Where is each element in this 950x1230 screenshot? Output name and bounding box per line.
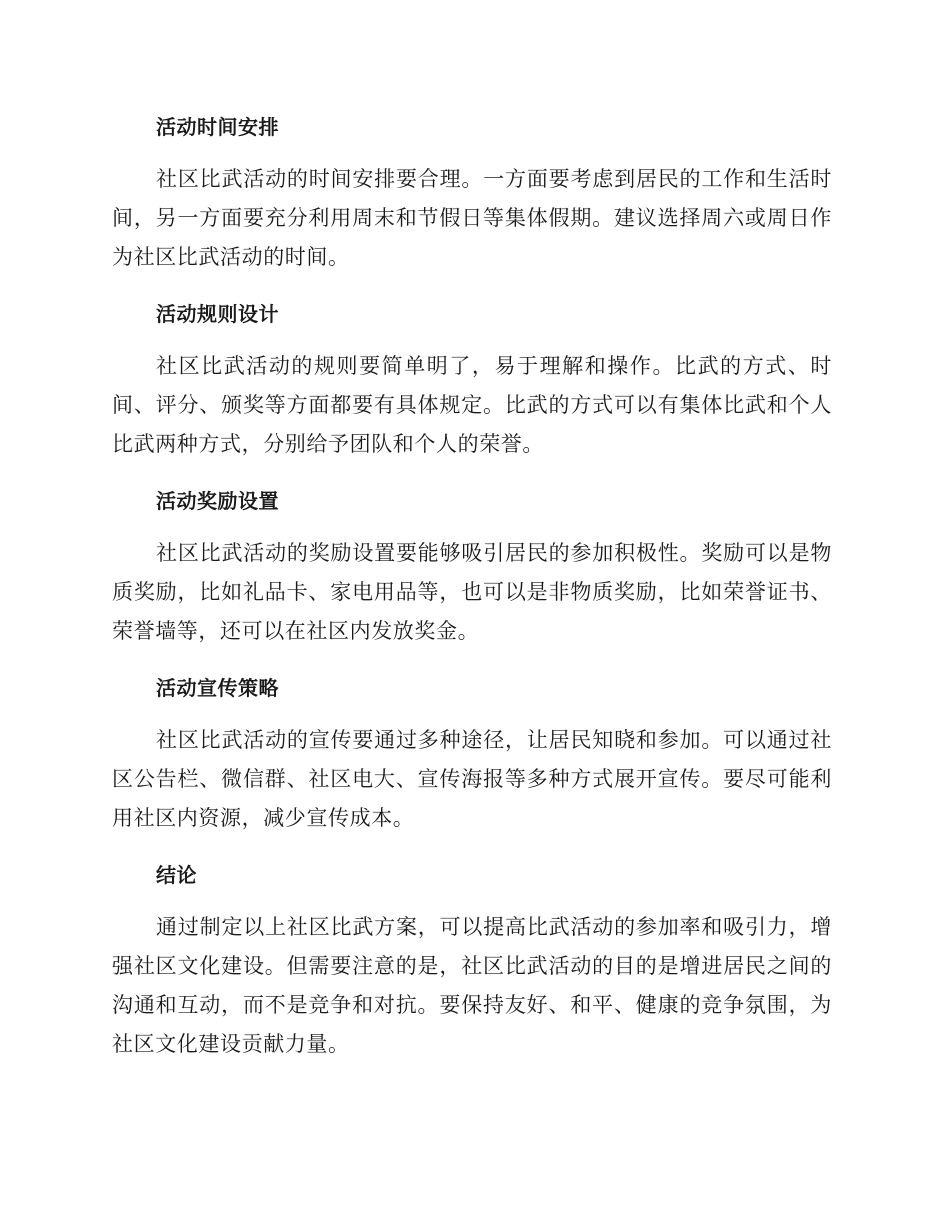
section-heading: 活动时间安排 [156, 115, 279, 139]
section-heading: 活动宣传策略 [156, 676, 279, 700]
section-heading: 活动奖励设置 [156, 489, 279, 513]
section-conclusion [112, 858, 832, 1064]
section-heading: 活动规则设计 [156, 302, 279, 326]
section-paragraph: 社区比武活动的时间安排要合理。一方面要考虑到居民的工作和生活时间，另一方面要充分利用周末和节假日等集体假期。建议选择周六或周日作为社区比武活动的时间。 [112, 167, 832, 269]
section-paragraph: 社区比武活动的规则要简单明了，易于理解和操作。比武的方式、时间、评分、颁奖等方面都要有具体规定。比武的方式可以有集体比武和个人比武两种方式，分别给予团队和个人的荣誉。 [112, 354, 832, 456]
section-heading: 结论 [156, 863, 197, 887]
section-rules [112, 297, 832, 464]
section-promotion [112, 671, 832, 838]
section-paragraph: 通过制定以上社区比武方案，可以提高比武活动的参加率和吸引力，增强社区文化建设。但需要注意的是，社区比武活动的目的是增进居民之间的沟通和互动，而不是竞争和对抗。要保持友好、和平、健康的竞争氛围，为社区文化建设贡献力量。 [112, 915, 832, 1056]
section-rewards [112, 484, 832, 651]
section-paragraph: 社区比武活动的奖励设置要能够吸引居民的参加积极性。奖励可以是物质奖励，比如礼品卡、家电用品等，也可以是非物质奖励，比如荣誉证书、荣誉墙等，还可以在社区内发放奖金。 [112, 541, 832, 643]
section-schedule [112, 110, 832, 277]
section-paragraph: 社区比武活动的宣传要通过多种途径，让居民知晓和参加。可以通过社区公告栏、微信群、社区电大、宣传海报等多种方式展开宣传。要尽可能利用社区内资源，减少宣传成本。 [112, 728, 832, 830]
document-page [112, 110, 832, 1064]
